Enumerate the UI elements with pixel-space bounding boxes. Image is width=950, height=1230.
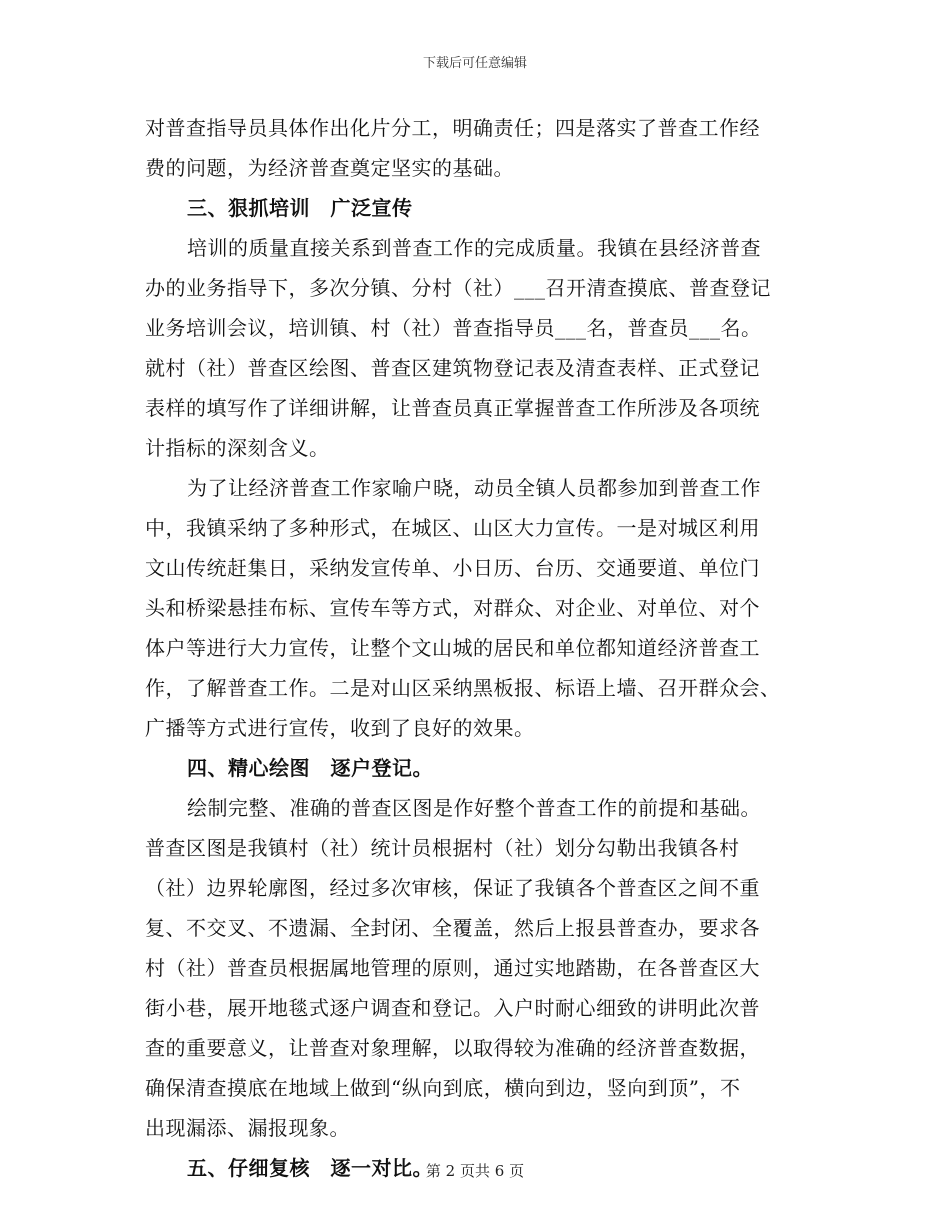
paragraph-line: （社）边界轮廓图，经过多次审核，保证了我镇各个普查区之间不重 xyxy=(145,876,760,900)
paragraph-line: 复、不交叉、不遗漏、全封闭、全覆盖，然后上报县普查办，要求各 xyxy=(145,916,760,940)
paragraph-line: 头和桥梁悬挂布标、宣传车等方式，对群众、对企业、对单位、对个 xyxy=(145,596,760,620)
section-heading-5: 五、仔细复核 逐一对比。 xyxy=(187,1156,433,1180)
paragraph-line: 确保清查摸底在地域上做到“纵向到底，横向到边，竖向到顶”，不 xyxy=(145,1076,741,1100)
paragraph-line: 表样的填写作了详细讲解，让普查员真正掌握普查工作所涉及各项统 xyxy=(145,396,760,420)
paragraph-line: 费的问题，为经济普查奠定坚实的基础。 xyxy=(145,156,514,180)
paragraph-line: 体户等进行大力宣传，让整个文山城的居民和单位都知道经济普查工 xyxy=(145,636,760,660)
page-header: 下载后可任意编辑 xyxy=(422,56,527,71)
paragraph-line: 为了让经济普查工作家喻户晓，动员全镇人员都参加到普查工作 xyxy=(187,476,761,500)
section-heading-3: 三、狠抓培训 广泛宣传 xyxy=(187,196,413,220)
section-heading-4: 四、精心绘图 逐户登记。 xyxy=(187,756,433,780)
paragraph-line: 作，了解普查工作。二是对山区采纳黑板报、标语上墙、召开群众会、 xyxy=(145,676,781,700)
paragraph-line: 培训的质量直接关系到普查工作的完成质量。我镇在县经济普查 xyxy=(187,236,761,260)
paragraph-line: 出现漏添、漏报现象。 xyxy=(145,1116,350,1140)
paragraph-line: 查的重要意义，让普查对象理解，以取得较为准确的经济普查数据， xyxy=(145,1036,760,1060)
paragraph-line: 就村（社）普查区绘图、普查区建筑物登记表及清查表样、正式登记 xyxy=(145,356,760,380)
document-body xyxy=(145,108,810,1188)
paragraph-line: 业务培训会议，培训镇、村（社）普查指导员___名，普查员___名。 xyxy=(145,316,762,340)
paragraph-line: 对普查指导员具体作出化片分工，明确责任；四是落实了普查工作经 xyxy=(145,116,760,140)
paragraph-line: 街小巷，展开地毯式逐户调查和登记。入户时耐心细致的讲明此次普 xyxy=(145,996,760,1020)
paragraph-line: 办的业务指导下，多次分镇、分村（社）___召开清查摸底、普查登记 xyxy=(145,276,771,300)
page-footer: 第 2 页共 6 页 xyxy=(425,1162,525,1180)
paragraph-line: 文山传统赶集日，采纳发宣传单、小日历、台历、交通要道、单位门 xyxy=(145,556,760,580)
paragraph-line: 计指标的深刻含义。 xyxy=(145,436,330,460)
paragraph-line: 广播等方式进行宣传，收到了良好的效果。 xyxy=(145,716,535,740)
paragraph-line: 普查区图是我镇村（社）统计员根据村（社）划分勾勒出我镇各村 xyxy=(145,836,740,860)
paragraph-line: 中，我镇采纳了多种形式，在城区、山区大力宣传。一是对城区利用 xyxy=(145,516,760,540)
paragraph-line: 绘制完整、准确的普查区图是作好整个普查工作的前提和基础。 xyxy=(187,796,761,820)
paragraph-line: 村（社）普查员根据属地管理的原则，通过实地踏勘，在各普查区大 xyxy=(145,956,760,980)
